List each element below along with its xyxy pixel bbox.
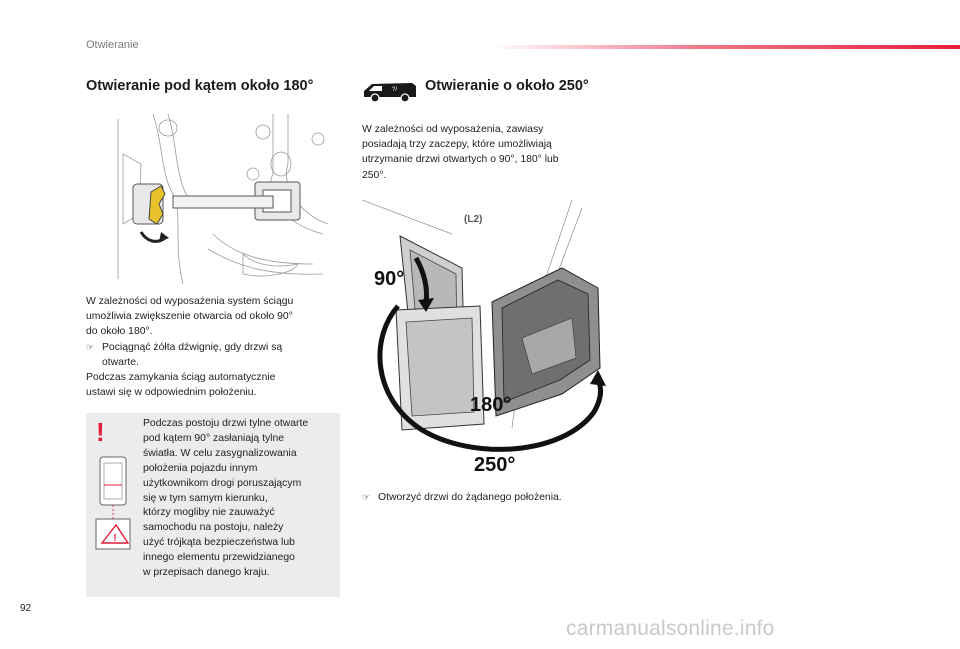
right-body (362, 122, 612, 183)
text-line: umożliwia zwiększenie otwarcia od około 90° (86, 311, 293, 323)
angle-250-label: 250° (474, 454, 516, 476)
van-warning-triangle-icon (94, 455, 134, 551)
text-line: utrzymanie drzwi otwartych o 90°, 180° lub (362, 154, 559, 166)
text-line: w przepisach danego kraju. (143, 567, 270, 579)
text-line: Podczas zamykania ściąg automatycznie (86, 372, 276, 384)
text-line: 250°. (362, 169, 387, 181)
bullet-item (86, 340, 340, 370)
pointing-hand-icon: ☞ (86, 341, 95, 352)
angle-180-label: 180° (470, 394, 512, 416)
text-line: posiadają trzy zaczepy, które umożliwiają (362, 139, 552, 151)
text-line: pod kątem 90° zasłaniają tylne (143, 432, 285, 444)
text-line: otwarte. (102, 356, 139, 368)
angle-90-label: 90° (374, 268, 405, 290)
text-line: światła. W celu zasygnalizowania (143, 447, 297, 459)
svg-text:?/: ?/ (392, 87, 398, 93)
text-line: Otworzyć drzwi do żądanego położenia. (378, 492, 562, 503)
text-line: ustawi się w odpowiednim położeniu. (86, 387, 257, 399)
text-line: się w tym samym kierunku, (143, 492, 268, 504)
exclamation-icon: ! (96, 417, 105, 447)
door-check-illustration (113, 114, 333, 284)
svg-text:!: ! (113, 533, 117, 544)
section-title: Otwieranie (86, 39, 139, 51)
right-heading: Otwieranie o około 250° (425, 78, 589, 94)
header-accent-bar (490, 45, 960, 49)
left-body (86, 294, 340, 400)
rear-doors-illustration (362, 198, 612, 478)
figure-label: (L2) (464, 214, 483, 225)
text-line: W zależności od wyposażenia, zawiasy (362, 124, 544, 135)
warning-box (86, 413, 340, 597)
text-line: Pociągnąć żółta dźwignię, gdy drzwi są (102, 341, 283, 353)
text-line: użyć trójkąta bezpieczeństwa lub (143, 537, 295, 549)
bullet-item (362, 490, 622, 505)
van-icon (362, 80, 418, 104)
pointing-hand-icon: ☞ (362, 492, 371, 502)
text-line: innego elementu przewidzianego (143, 552, 295, 564)
warning-text (143, 417, 338, 581)
text-line: położenia pojazdu innym (143, 462, 258, 474)
text-line: samochodu na postoju, należy (143, 522, 284, 534)
text-line: którzy mogliby nie zauważyć (143, 507, 275, 519)
text-line: do około 180°. (86, 326, 153, 338)
right-bullet (362, 490, 622, 505)
text-line: W zależności od wyposażenia system ściągu (86, 296, 294, 307)
text-line: użytkownikom drogi poruszającym (143, 477, 302, 489)
left-heading: Otwieranie pod kątem około 180° (86, 78, 314, 94)
text-line: Podczas postoju drzwi tylne otwarte (143, 418, 309, 429)
watermark: carmanualsonline.info (566, 617, 775, 640)
page-number: 92 (20, 603, 32, 614)
